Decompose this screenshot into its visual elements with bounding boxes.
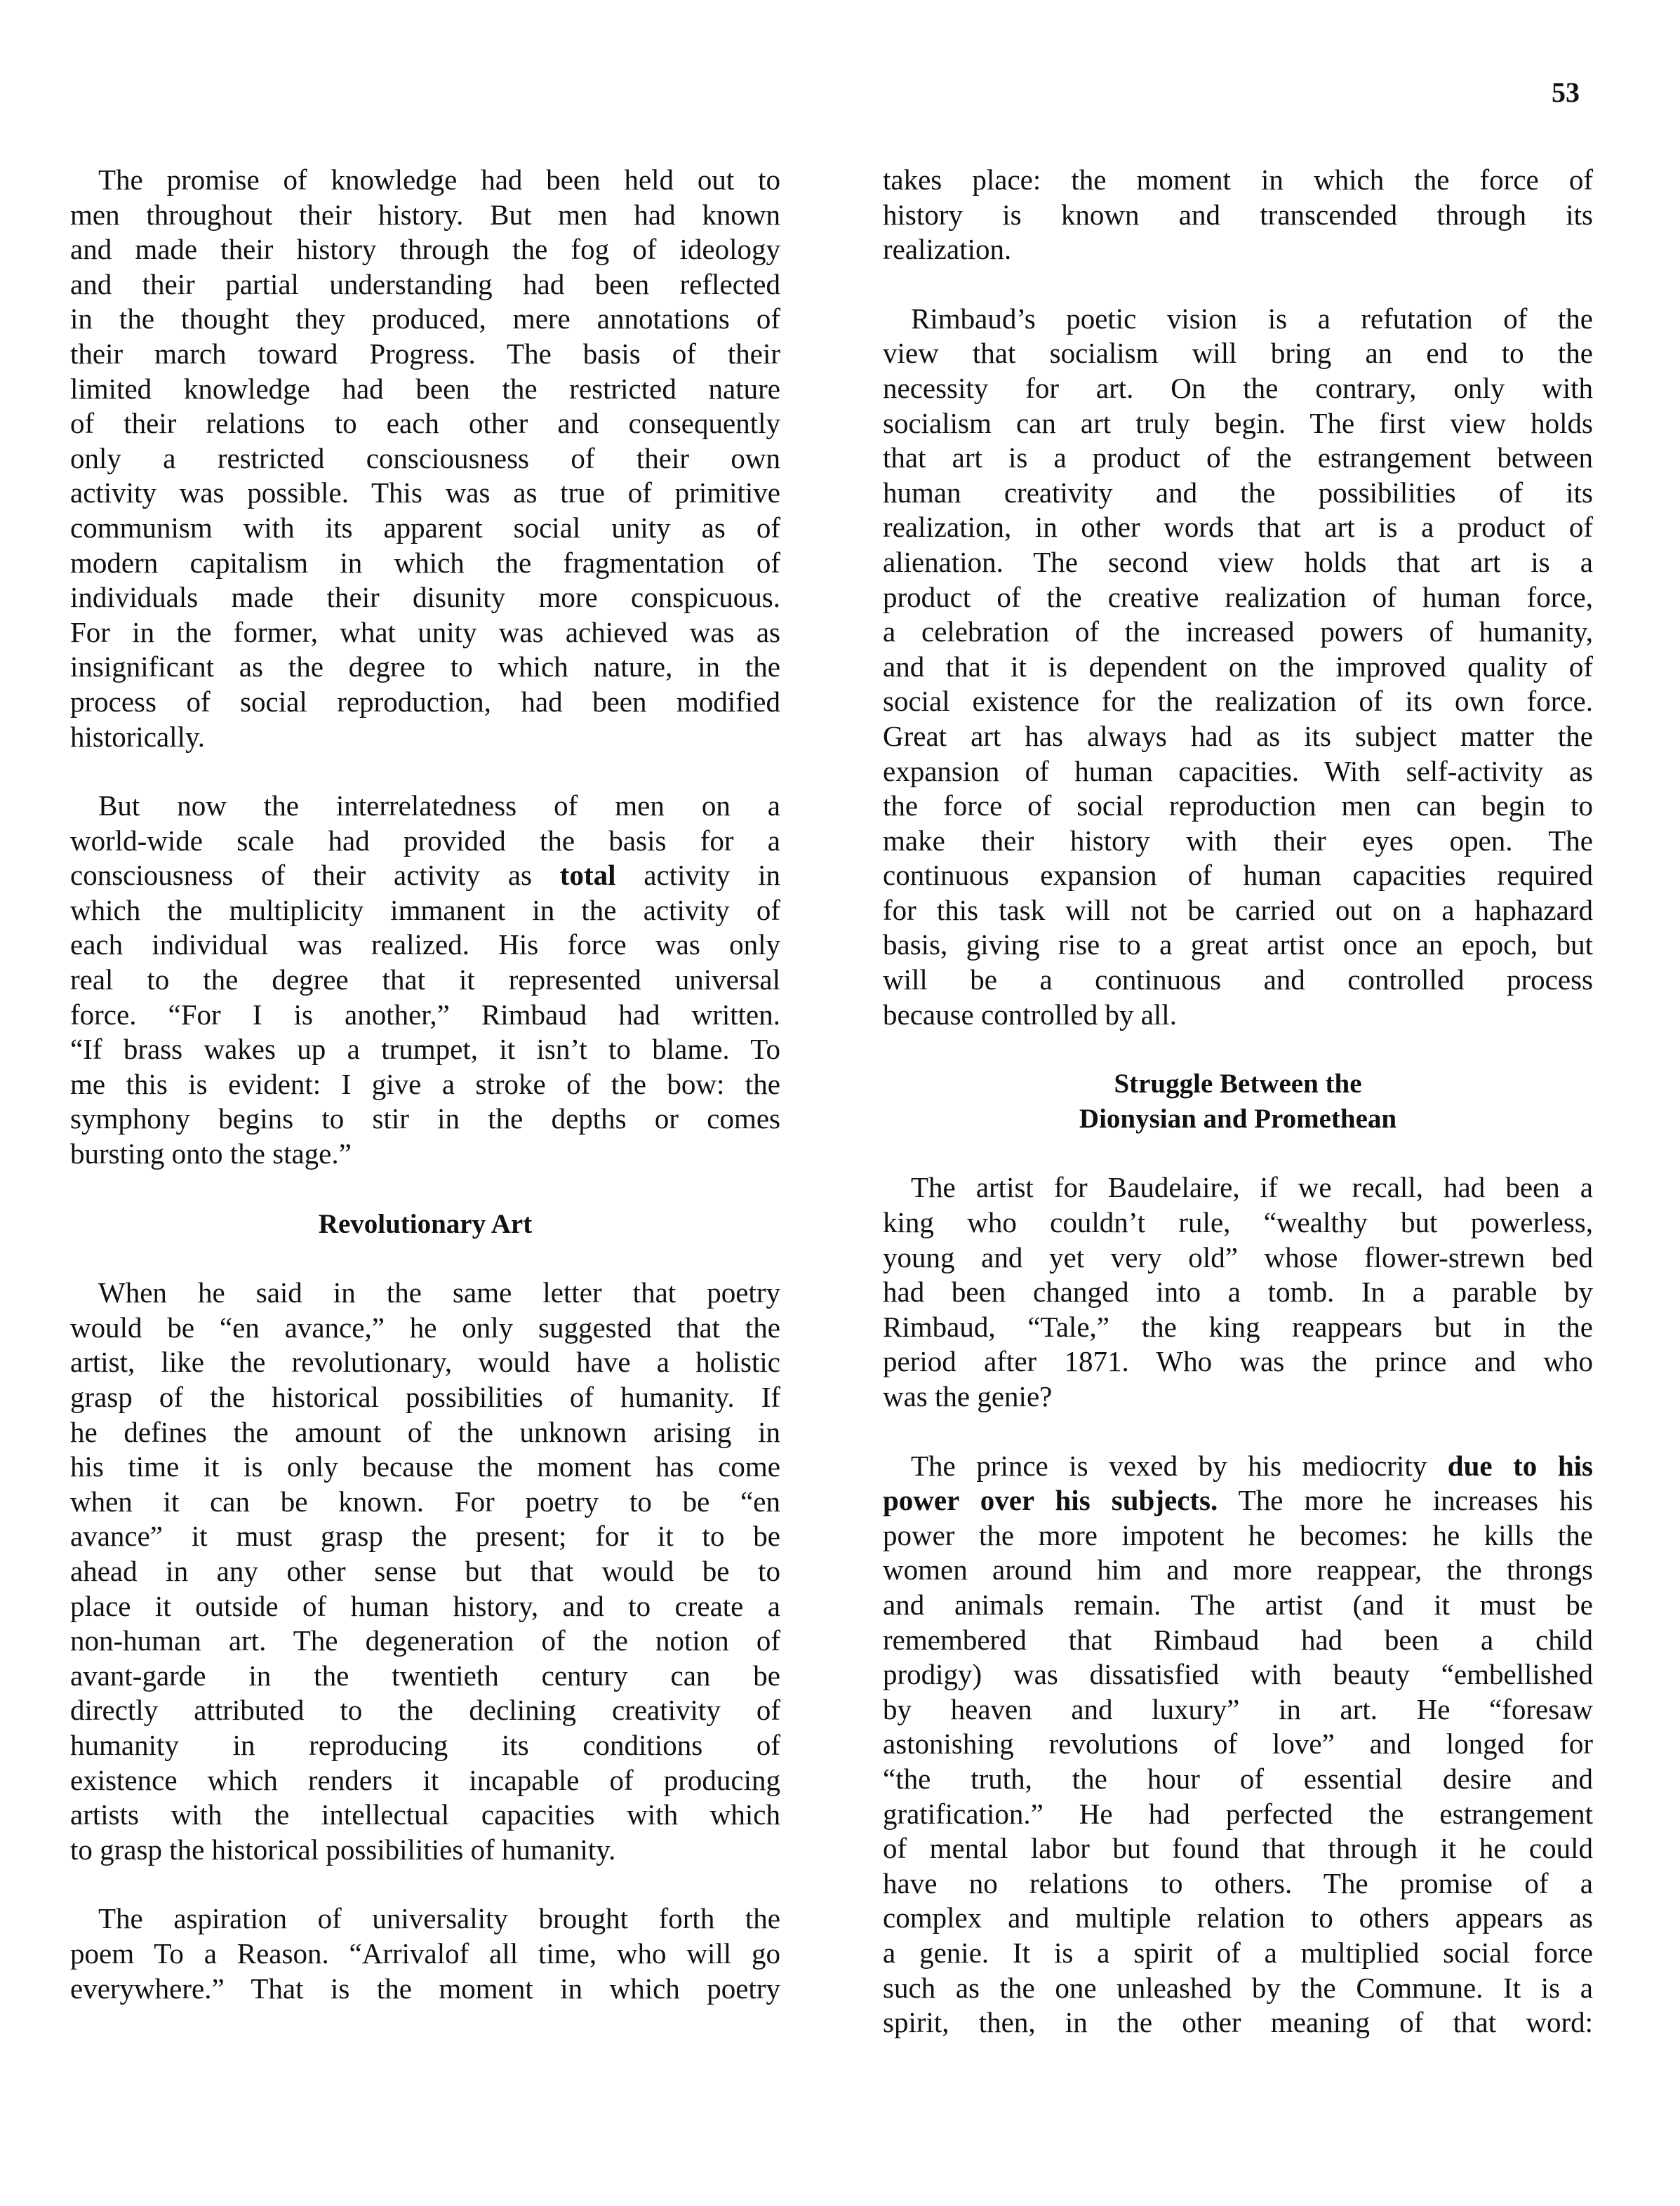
text-line: when it can be known. For poetry to be “en xyxy=(70,1485,780,1518)
text-line: only a restricted consciousness of their own xyxy=(70,441,780,474)
text-line: would be “en avance,” he only suggested that the xyxy=(70,1311,780,1344)
text-line: communism with its apparent social unity as of xyxy=(70,511,780,544)
text-line: The promise of knowledge had been held out to xyxy=(98,163,780,196)
text-line: force. “For I is another,” Rimbaud had written. xyxy=(70,998,780,1031)
heading-line: Struggle Between the xyxy=(1114,1069,1362,1099)
text-line: bursting onto the stage.” xyxy=(70,1137,352,1170)
text-line: poem To a Reason. “Arrivalof all time, who will go xyxy=(70,1937,780,1970)
text-line: ahead in any other sense but that would be to xyxy=(70,1554,780,1587)
text-line: the force of social reproduction men can begin to xyxy=(883,789,1593,822)
text-line: social existence for the realization of its own force. xyxy=(883,685,1593,718)
text-line: takes place: the moment in which the force of xyxy=(883,163,1593,196)
text-line: avant-garde in the twentieth century can be xyxy=(70,1659,780,1692)
text-line: “If brass wakes up a trumpet, it isn’t to blame. To xyxy=(70,1033,780,1066)
text-line: symphony begins to stir in the depths or comes xyxy=(70,1102,780,1135)
text-line: and made their history through the fog of ideology xyxy=(70,233,780,266)
text-line: expansion of human capacities. With self-activity as xyxy=(883,754,1593,787)
text-line: spirit, then, in the other meaning of that word: xyxy=(883,2006,1593,2039)
text-line: a celebration of the increased powers of humanity, xyxy=(883,615,1593,648)
text-line: his time it is only because the moment has come xyxy=(70,1450,780,1483)
text-line: Rimbaud’s poetic vision is a refutation of the xyxy=(911,302,1593,335)
text-line: When he said in the same letter that poetry xyxy=(98,1276,780,1309)
text-line: Great art has always had as its subject matter the xyxy=(883,719,1593,752)
paragraph xyxy=(883,1170,1593,1414)
right-column xyxy=(883,163,1593,2075)
text-line: process of social reproduction, had been modified xyxy=(70,685,780,718)
text-line: to grasp the historical possibilities of humanity. xyxy=(70,1833,616,1866)
text-line: artists with the intellectual capacities with which xyxy=(70,1798,780,1831)
text-line: their march toward Progress. The basis of their xyxy=(70,337,780,370)
text-line: non-human art. The degeneration of the notion of xyxy=(70,1624,780,1657)
text-line: period after 1871. Who was the prince and who xyxy=(883,1345,1593,1378)
text-line: For in the former, what unity was achieved was as xyxy=(70,615,780,648)
text-line: avance” it must grasp the present; for it to be xyxy=(70,1520,780,1553)
text-line: which the multiplicity immanent in the activity of xyxy=(70,893,780,926)
text-line: directly attributed to the declining creativity of xyxy=(70,1694,780,1727)
text-line: make their history with their eyes open. The xyxy=(883,824,1593,857)
text-line: continuous expansion of human capacities required xyxy=(883,859,1593,892)
paragraph xyxy=(70,1901,780,2006)
text-line: activity was possible. This was as true of primitive xyxy=(70,476,780,509)
text-line: he defines the amount of the unknown arising in xyxy=(70,1415,780,1448)
paragraph xyxy=(883,1449,1593,2040)
paragraph xyxy=(70,163,780,754)
text-line: such as the one unleashed by the Commune. It is a xyxy=(883,1971,1593,2004)
text-line: “the truth, the hour of essential desire and xyxy=(883,1762,1593,1795)
text-line: by heaven and luxury” in art. He “foresaw xyxy=(883,1692,1593,1725)
text-line: But now the interrelatedness of men on a xyxy=(98,789,780,822)
text-line: and their partial understanding had been reflected xyxy=(70,267,780,300)
text-line: insignificant as the degree to which nature, in the xyxy=(70,650,780,683)
text-line: and animals remain. The artist (and it must be xyxy=(883,1588,1593,1621)
paragraph xyxy=(883,163,1593,267)
section-heading-revolutionary-art: Revolutionary Art xyxy=(318,1208,533,1239)
text-line: everywhere.” That is the moment in which poetry xyxy=(70,1972,780,2005)
text-line: socialism can art truly begin. The first view holds xyxy=(883,406,1593,439)
text-line: modern capitalism in which the fragmentation of xyxy=(70,546,780,579)
text-line: young and yet very old” whose flower-strewn bed xyxy=(883,1241,1593,1274)
text-line: had been changed into a tomb. In a parable by xyxy=(883,1276,1593,1309)
text-line: place it outside of human history, and to create a xyxy=(70,1589,780,1622)
text-line: basis, giving rise to a great artist once an epoch, but xyxy=(883,928,1593,961)
text-line: product of the creative realization of human force, xyxy=(883,580,1593,613)
text-line: king who couldn’t rule, “wealthy but powerless, xyxy=(883,1206,1593,1239)
text-line: The prince is vexed by his mediocrity due to his xyxy=(911,1449,1593,1482)
text-line: grasp of the historical possibilities of humanity. If xyxy=(70,1381,780,1413)
page-number: 53 xyxy=(1552,76,1580,108)
text-line: humanity in reproducing its conditions of xyxy=(70,1728,780,1761)
text-line: of their relations to each other and consequently xyxy=(70,407,780,440)
text-line: history is known and transcended through its xyxy=(883,198,1593,231)
text-line: remembered that Rimbaud had been a child xyxy=(883,1623,1593,1656)
text-line: existence which renders it incapable of producing xyxy=(70,1763,780,1796)
text-line: view that socialism will bring an end to the xyxy=(883,337,1593,370)
text-line: complex and multiple relation to others appears as xyxy=(883,1901,1593,1934)
text-line: realization, in other words that art is a product of xyxy=(883,511,1593,544)
text-line: for this task will not be carried out on a haphazard xyxy=(883,893,1593,926)
paragraph xyxy=(70,789,780,1172)
text-line: me this is evident: I give a stroke of the bow: the xyxy=(70,1067,780,1100)
text-line: because controlled by all. xyxy=(883,998,1177,1031)
text-line: realization. xyxy=(883,233,1012,266)
text-line: individuals made their disunity more conspicuous. xyxy=(70,581,780,614)
text-line: human creativity and the possibilities of its xyxy=(883,476,1593,509)
text-line: men throughout their history. But men had known xyxy=(70,198,780,231)
text-line: Rimbaud, “Tale,” the king reappears but in the xyxy=(883,1310,1593,1343)
text-line: power the more impotent he becomes: he kills the xyxy=(883,1518,1593,1551)
text-line: The aspiration of universality brought forth the xyxy=(98,1902,780,1935)
text-line: artist, like the revolutionary, would have a holistic xyxy=(70,1346,780,1379)
text-line: women around him and more reappear, the throngs xyxy=(883,1553,1593,1586)
paragraph xyxy=(70,1276,780,1867)
text-line: historically. xyxy=(70,720,206,753)
text-line: will be a continuous and controlled process xyxy=(883,963,1593,996)
text-line: and that it is dependent on the improved quality of xyxy=(883,650,1593,683)
left-column xyxy=(70,163,780,2040)
text-line: prodigy) was dissatisfied with beauty “embellished xyxy=(883,1658,1593,1691)
text-line: was the genie? xyxy=(883,1380,1053,1412)
text-line: a genie. It is a spirit of a multiplied social force xyxy=(883,1936,1593,1969)
text-line: astonishing revolutions of love” and longed for xyxy=(883,1727,1593,1760)
text-line: gratification.” He had perfected the estrangement xyxy=(883,1797,1593,1830)
text-line: alienation. The second view holds that art is a xyxy=(883,545,1593,578)
text-line: have no relations to others. The promise of a xyxy=(883,1866,1593,1899)
paragraph xyxy=(883,302,1593,1032)
text-line: world-wide scale had provided the basis for a xyxy=(70,824,780,857)
text-line: limited knowledge had been the restricted nature xyxy=(70,372,780,405)
text-line: in the thought they produced, mere annotations of xyxy=(70,302,780,335)
text-line: consciousness of their activity as total activity in xyxy=(70,859,780,892)
text-line: each individual was realized. His force was only xyxy=(70,928,780,961)
heading-line: Dionysian and Promethean xyxy=(1079,1103,1397,1134)
text-line: power over his subjects. The more he increases his xyxy=(883,1484,1593,1517)
text-line: real to the degree that it represented universal xyxy=(70,963,780,996)
text-line: The artist for Baudelaire, if we recall, had been a xyxy=(911,1171,1593,1204)
text-line: necessity for art. On the contrary, only with xyxy=(883,371,1593,404)
section-heading-struggle xyxy=(883,1067,1593,1136)
text-line: that art is a product of the estrangement between xyxy=(883,441,1593,474)
text-line: of mental labor but found that through it he could xyxy=(883,1832,1593,1865)
